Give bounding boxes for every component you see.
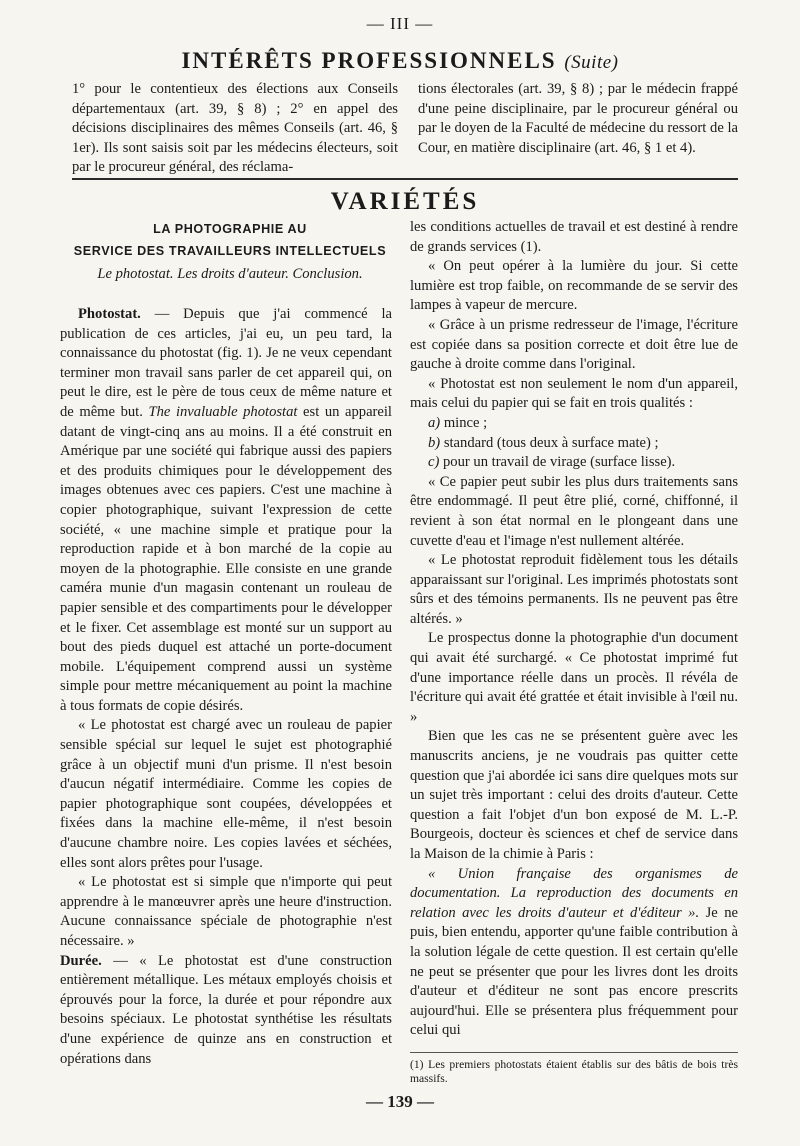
left-paragraph-1: Photostat. — Depuis que j'ai commencé la publication de ces articles, j'ai eu, un peu tard, la connaissance du photostat (fig. 1). Je ne veux cependant terminer mon travail sans parler de cet appareil qui, on peut le dire, est le père de tous ceux de même nature et de même but. The invaluable photostat est un appareil datant de vingt-cinq ans au moins. Il a été construit en Amérique par une société qui fabrique aussi des papiers et des produits chimiques pour le développement des images obtenues avec ces papiers. C'est une machine à copier photographique, suivant l'expression de cette société, « une machine simple et pratique pour la reproduction rapide et à bon marché de la copie au moyen de la photographie. Elle consiste en une grande caméra munie d'un magasin contenant un rouleau de papier sensible et des compartiments pour le développer et le fixer. Cet assemblage est monté sur un support au bout des pieds duquel est attaché un porte-document mobile. L'équipement comprend aussi un système simple pour mettre mécaniquement au point la machine à tous formats de copie désirés. xyxy=(60,306,392,714)
right-paragraph-1: les conditions actuelles de travail et est destiné à rendre de grands services (1). xyxy=(410,219,738,255)
duree-lead: Durée. xyxy=(60,952,102,969)
photostat-lead: Photostat. xyxy=(78,306,141,322)
right-paragraph-5: « Ce papier peut subir les plus durs traitements sans être endommagé. Il peut être plié, corné, chiffonné, il revient à son état normal en le plongeant dans une cuvette d'eau et l'image n'est nullement altérée. xyxy=(410,473,738,549)
section-title-text: INTÉRÊTS PROFESSIONNELS xyxy=(181,48,557,73)
left-paragraph-4: Durée. — « Le photostat est d'une construction entièrement métallique. Les métaux employés choisis et éprouvés pour la force, la durée et pour répondre aux besoins spéciaux. Le photostat synthétise les résultats d'une expérience de quinze ans en construction et opérations dans xyxy=(60,952,392,1067)
right-paragraph-9: « Union française des organismes de documentation. La reproduction des documents en relation avec les droits d'auteur et d'éditeur ». Je ne puis, bien entendu, apporter qu'une faible contribution à la solution légale de cette question. Il est certain qu'elle ne peut se présenter que pour les livres dont les droits d'auteur et d'éditeur ne sont pas encore prescrits aujourd'hui. Elle se présentera plus fréquemment pour celui qui xyxy=(410,865,739,1039)
right-paragraph-4: « Photostat est non seulement le nom d'un appareil, mais celui du papier qui se fait en trois qualités : xyxy=(410,375,738,412)
top-paragraph-right-text: tions électorales (art. 39, § 8) ; par le médecin frappé d'une peine disciplinaire, par le procureur général ou par le doyen de la Faculté de médecine du ressort de la Cour, en matière disciplinaire (art. 46, § 1 et 4). xyxy=(418,81,738,156)
invaluable-photostat-title: The invaluable photostat xyxy=(148,403,298,420)
footnote-rule xyxy=(410,1052,738,1053)
page-number: — 139 — xyxy=(366,1092,434,1111)
right-paragraph-3: « Grâce à un prisme redresseur de l'image, l'écriture est copiée dans sa position correcte et doit être lue de gauche à droite comme dans l'original. xyxy=(410,316,738,373)
list-item-b: b) standard (tous deux à surface mate) ; xyxy=(428,434,659,451)
left-paragraph-3: « Le photostat est si simple que n'importe qui peut apprendre à le manœuvrer après une heure d'instruction. Aucune connaissance spéciale de photographie n'est nécessaire. » xyxy=(60,874,392,949)
top-paragraph-left xyxy=(72,80,398,178)
footnote: (1) Les premiers photostats étaient établis sur des bâtis de bois très massifs. xyxy=(410,1058,738,1085)
right-column xyxy=(410,218,738,1041)
varietes-title: VARIÉTÉS xyxy=(330,188,480,215)
section-title xyxy=(0,48,800,74)
article-summary: Le photostat. Les droits d'auteur. Conclusion. xyxy=(97,266,363,282)
right-paragraph-6: « Le photostat reproduit fidèlement tous les détails apparaissant sur l'original. Les imprimés photostats sont sûrs et des témoins permanents. Ils ne peuvent pas être altérés. » xyxy=(410,552,738,627)
left-paragraph-2: « Le photostat est chargé avec un rouleau de papier sensible spécial sur lequel le sujet est photographié grâce à un objectif muni d'un prisme. Il n'est besoin d'aucun négatif intermédiaire. Comme les copies de papier photographique sont coupées, développées et fixées dans la machine elle-même, il n'est besoin d'aucune chambre noire. Les copies lavées et séchées, elles sont alors prêtes pour l'usage. xyxy=(60,717,392,871)
list-item-c: c) pour un travail de virage (surface lisse). xyxy=(428,454,676,471)
section-title-suite: (Suite) xyxy=(564,52,619,73)
union-francaise-citation: « Union française des organismes de documentation. La reproduction des documents en relation avec les droits d'auteur et d'éditeur ». xyxy=(410,865,738,921)
section-divider xyxy=(72,178,738,180)
page-roman-numeral: — III — xyxy=(366,14,434,33)
top-paragraph-right xyxy=(418,80,738,158)
right-paragraph-2: « On peut opérer à la lumière du jour. Si cette lumière est trop faible, on recommande de se servir des lampes à vapeur de mercure. xyxy=(410,258,738,314)
top-paragraph-left-text: 1° pour le contentieux des élections aux Conseils départementaux (art. 39, § 8) ; 2° en appel des décisions disciplinaires des mêmes Conseils (art. 46, § 1er). Ils sont saisis soit par les médecins électeurs, soit par le procureur général, des réclama- xyxy=(72,81,398,176)
right-paragraph-7: Le prospectus donne la photographie d'un document qui avait été surchargé. « Ce photostat imprimé fut d'une importance réelle dans un procès. Il révéla de l'écriture qui avait été grattée et était invisible à l'œil nu. » xyxy=(410,630,738,725)
right-paragraph-8: Bien que les cas ne se présentent guère avec les manuscrits anciens, je ne voudrais pas quitter cette question que j'ai abordée ici sans dire quelques mots sur un sujet très important : celui des droits d'auteur. Cette question a fait l'objet d'un bon exposé de M. L.-P. Bourgeois, docteur ès sciences et chef de service dans la Maison de la chimie à Paris : xyxy=(410,728,738,862)
left-column xyxy=(60,305,392,1069)
list-item-a: a) mince ; xyxy=(428,414,488,431)
article-subtitle-line2: SERVICE DES TRAVAILLEURS INTELLECTUELS xyxy=(73,244,387,258)
article-subtitle-line1: LA PHOTOGRAPHIE AU xyxy=(153,222,307,236)
